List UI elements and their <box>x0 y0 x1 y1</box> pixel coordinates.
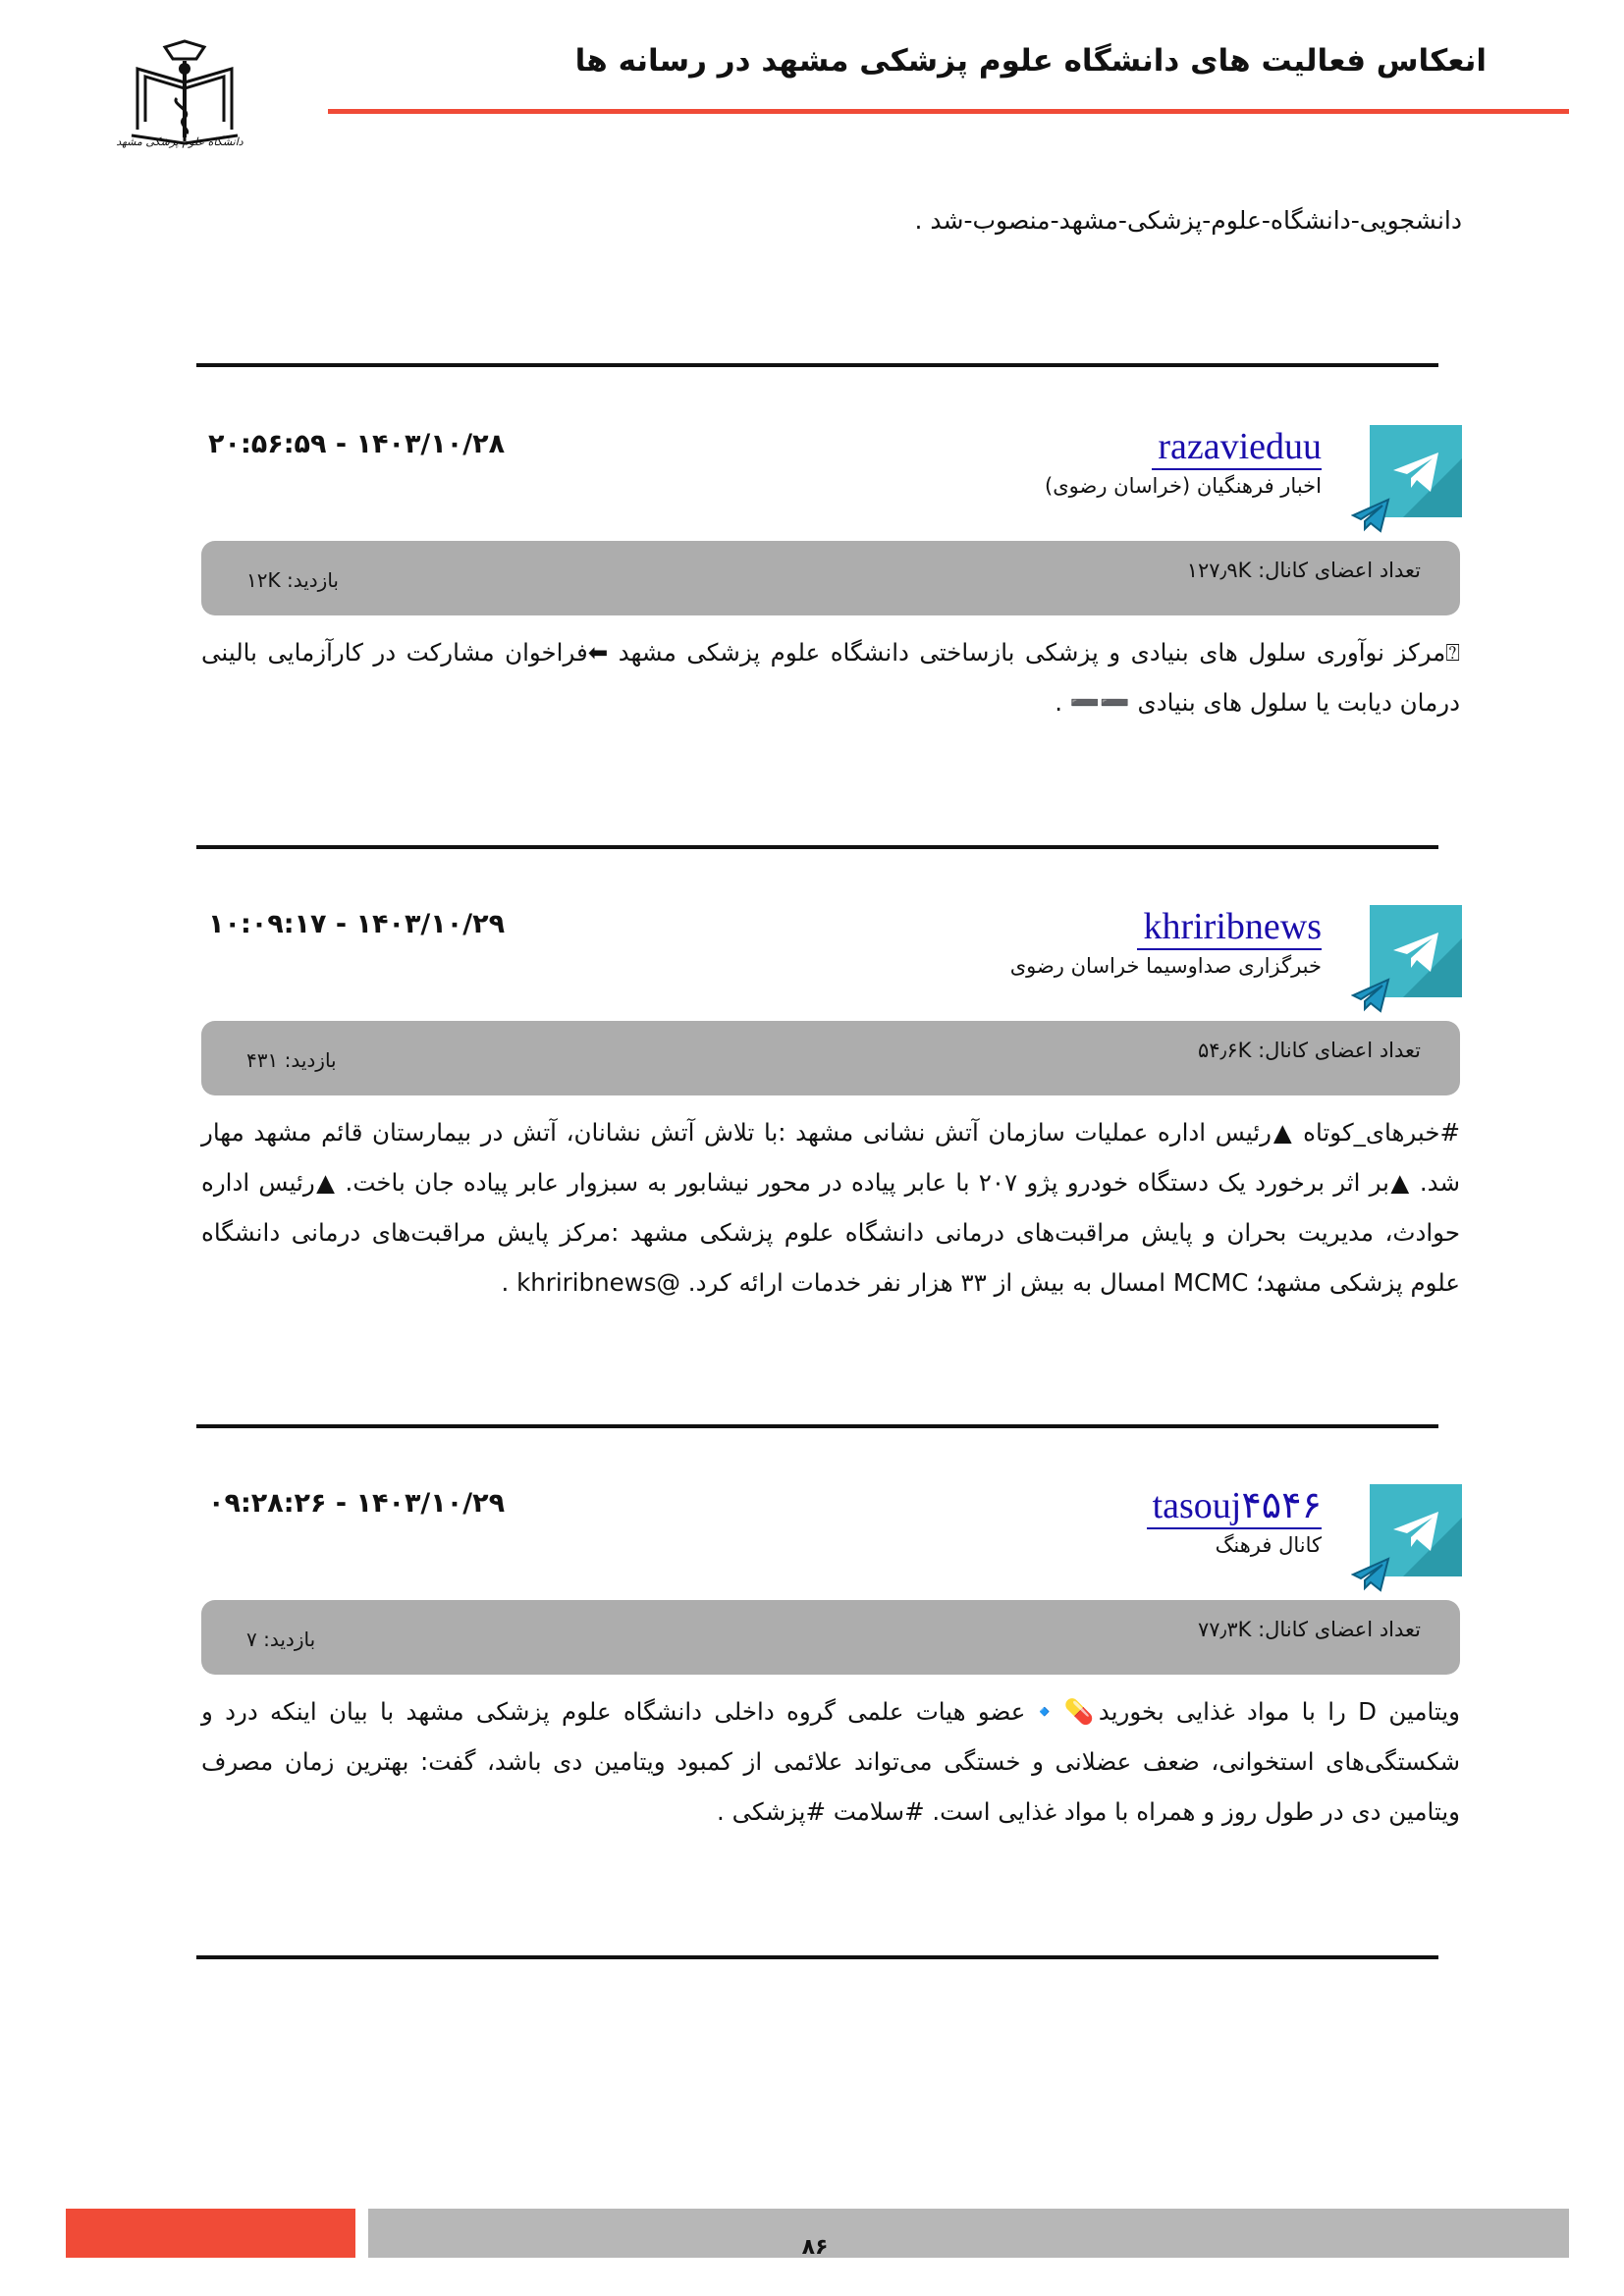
post-body: ویتامین D را با مواد غذایی بخورید💊🔹عضو هیات علمی گروه داخلی دانشگاه علوم پزشکی مشهد با بیان اینکه درد و شکستگی‌های استخوانی، ضعف عضلانی و خستگی می‌تواند علائمی از کمبود ویتامین دی باشد، گفت: بهترین زمان مصرف ویتامین دی در طول روز و همراه با مواد غذایی است. #سلامت #پزشکی . <box>201 1697 1460 1826</box>
channel-handle-link[interactable]: razavieduu <box>1152 425 1322 470</box>
page-header-title: انعکاس فعالیت های دانشگاه علوم پزشکی مشهد در رسانه ها <box>574 43 1487 79</box>
telegram-plane-icon <box>1351 978 1390 1013</box>
section-divider <box>196 363 1438 367</box>
channel-name: خبرگزاری صداوسیما خراسان رضوی <box>1009 954 1322 978</box>
channel-members-count: تعداد اعضای کانال: ۷۷٫۳K <box>1197 1618 1421 1641</box>
post-body: ⍰مرکز نوآوری سلول های بنیادی و پزشکی بازساختی دانشگاه علوم پزشکی مشهد ⬅فراخوان مشارکت در کارآزمایی بالینی درمان دیابت یا سلول های بنیادی ➖➖ . <box>201 638 1460 717</box>
channel-name: کانال فرهنگ <box>1215 1533 1322 1557</box>
footer-accent-bar <box>66 2209 355 2258</box>
post-card <box>0 1484 1624 1896</box>
logo-caption: دانشگاه علوم پزشکی مشهد <box>116 135 244 148</box>
post-card <box>0 905 1624 1317</box>
channel-handle-link[interactable]: khriribnews <box>1137 905 1322 950</box>
post-date: ۱۴۰۳/۱۰/۲۹ - ۰۹:۲۸:۲۶ <box>208 1488 506 1519</box>
telegram-plane-icon <box>1351 1557 1390 1592</box>
stats-bar <box>201 1021 1460 1095</box>
post-date: ۱۴۰۳/۱۰/۲۸ - ۲۰:۵۶:۵۹ <box>208 429 506 459</box>
view-count: بازدید: ۷ <box>246 1628 316 1651</box>
stats-bar <box>201 541 1460 615</box>
view-count: بازدید: ۱۲K <box>246 568 339 592</box>
channel-members-count: تعداد اعضای کانال: ۵۴٫۶K <box>1197 1039 1421 1062</box>
stats-bar <box>201 1600 1460 1675</box>
post-date: ۱۴۰۳/۱۰/۲۹ - ۱۰:۰۹:۱۷ <box>208 909 506 939</box>
view-count: بازدید: ۴۳۱ <box>246 1048 337 1072</box>
post-body: #خبرهای_کوتاه ▲رئیس اداره عملیات سازمان آتش نشانی مشهد :با تلاش آتش نشانان، آتش در بیمارستان قائم مشهد مهار شد. ▲بر اثر برخورد یک دستگاه خودرو پژو ۲۰۷ با عابر پیاده در محور نیشابور به سبزوار عابر پیاده جان باخت. ▲رئیس اداره حوادث، مدیریت بحران و پایش مراقبت‌های درمانی دانشگاه علوم پزشکی مشهد :مرکز پایش مراقبت‌های درمانی دانشگاه علوم پزشکی مشهد؛ MCMC امسال به بیش از ۳۳ هزار نفر خدمات ارائه کرد. @khriribnews . <box>201 1118 1460 1297</box>
telegram-plane-icon <box>1351 498 1390 533</box>
post-card <box>0 425 1624 837</box>
section-divider <box>196 845 1438 849</box>
section-divider <box>196 1955 1438 1959</box>
channel-name: اخبار فرهنگیان (خراسان رضوی) <box>1045 474 1322 498</box>
intro-text: دانشجویی-دانشگاه-علوم-پزشکی-مشهد-منصوب-شد . <box>914 206 1462 235</box>
section-divider <box>196 1424 1438 1428</box>
footer-bar <box>368 2209 1569 2258</box>
channel-handle-link[interactable]: tasouj۴۵۴۶ <box>1147 1484 1322 1529</box>
page-number: ۸۶ <box>801 2235 829 2260</box>
channel-members-count: تعداد اعضای کانال: ۱۲۷٫۹K <box>1186 559 1421 582</box>
header-divider <box>328 109 1569 114</box>
